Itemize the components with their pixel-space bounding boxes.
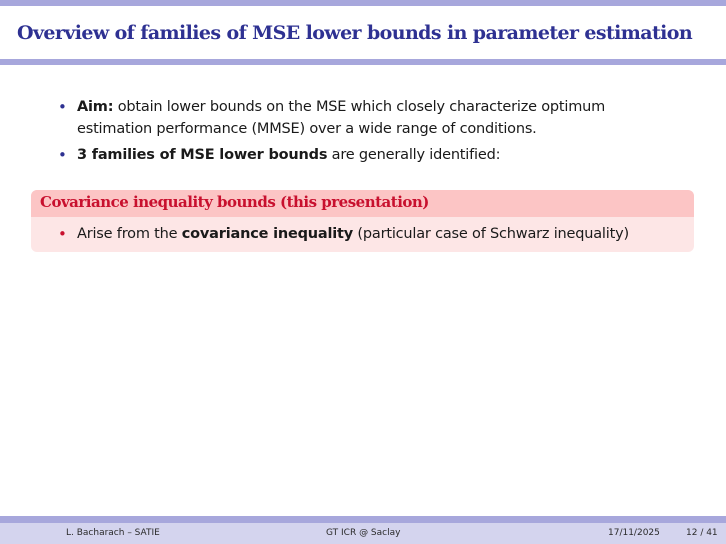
block-bullet-bold: covariance inequality — [181, 226, 354, 242]
footer-author: L. Bacharach – SATIE — [66, 528, 160, 538]
alert-block-body — [31, 217, 694, 245]
bullet-dot-icon: • — [58, 98, 67, 116]
block-bullet-text-after: (particular case of Schwarz inequality) — [353, 226, 629, 242]
block-bullet — [60, 223, 694, 245]
frame-title: Overview of families of MSE lower bounds in parameter estimation — [17, 22, 693, 44]
footer-date: 17/11/2025 — [608, 528, 660, 538]
title-rule — [0, 59, 726, 65]
footer-bar — [0, 523, 726, 544]
bullet-aim-text: obtain lower bounds on the MSE which closely characterize optimum estimation performance (MMSE) over a wide range of conditions. — [77, 99, 606, 137]
footer — [0, 516, 726, 544]
bullet-families — [60, 144, 680, 166]
bullet-aim-label: Aim: — [77, 99, 114, 115]
footer-stripe — [0, 516, 726, 523]
block-bullet-text-before: Arise from the — [77, 226, 182, 242]
frame-title-area — [0, 6, 726, 59]
alert-block — [31, 190, 694, 252]
bullet-aim — [60, 96, 680, 140]
footer-event: GT ICR @ Saclay — [326, 528, 401, 538]
bullet-families-text: are generally identified: — [327, 147, 501, 163]
alert-block-header — [31, 190, 694, 217]
bullet-families-label: 3 families of MSE lower bounds — [77, 147, 328, 163]
bullet-dot-icon: • — [58, 225, 67, 243]
footer-page-number: 12 / 41 — [686, 528, 718, 538]
bullet-dot-icon: • — [58, 146, 67, 164]
bullet-list — [60, 96, 680, 170]
alert-block-title: Covariance inequality bounds (this presentation) — [40, 193, 429, 211]
